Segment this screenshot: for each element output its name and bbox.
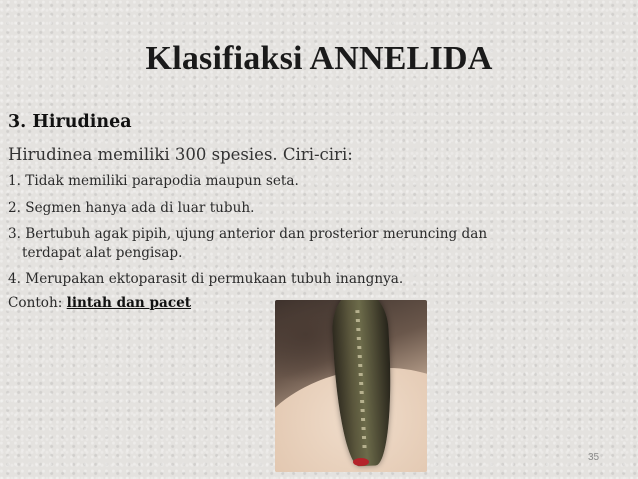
blood-drop <box>353 458 369 466</box>
slide-title: Klasifiaksi ANNELIDA <box>145 40 493 77</box>
intro-text: Hirudinea memiliki 300 spesies. Ciri-ciri: <box>8 145 353 164</box>
list-item: 2. Segmen hanya ada di luar tubuh. <box>8 200 255 216</box>
page-number: 35 <box>588 452 600 463</box>
section-heading: 3. Hirudinea <box>8 112 132 132</box>
example-label: Contoh: <box>8 295 63 311</box>
list-item: 1. Tidak memiliki parapodia maupun seta. <box>8 173 299 189</box>
example-line <box>8 295 191 311</box>
example-value: lintah dan pacet <box>66 295 192 311</box>
list-item: 3. Bertubuh agak pipih, ujung anterior dan prosterior meruncing dan <box>8 226 488 242</box>
leech-photo <box>275 300 427 472</box>
list-item: 4. Merupakan ektoparasit di permukaan tubuh inangnya. <box>8 271 404 287</box>
list-item-continuation: terdapat alat pengisap. <box>22 245 183 261</box>
